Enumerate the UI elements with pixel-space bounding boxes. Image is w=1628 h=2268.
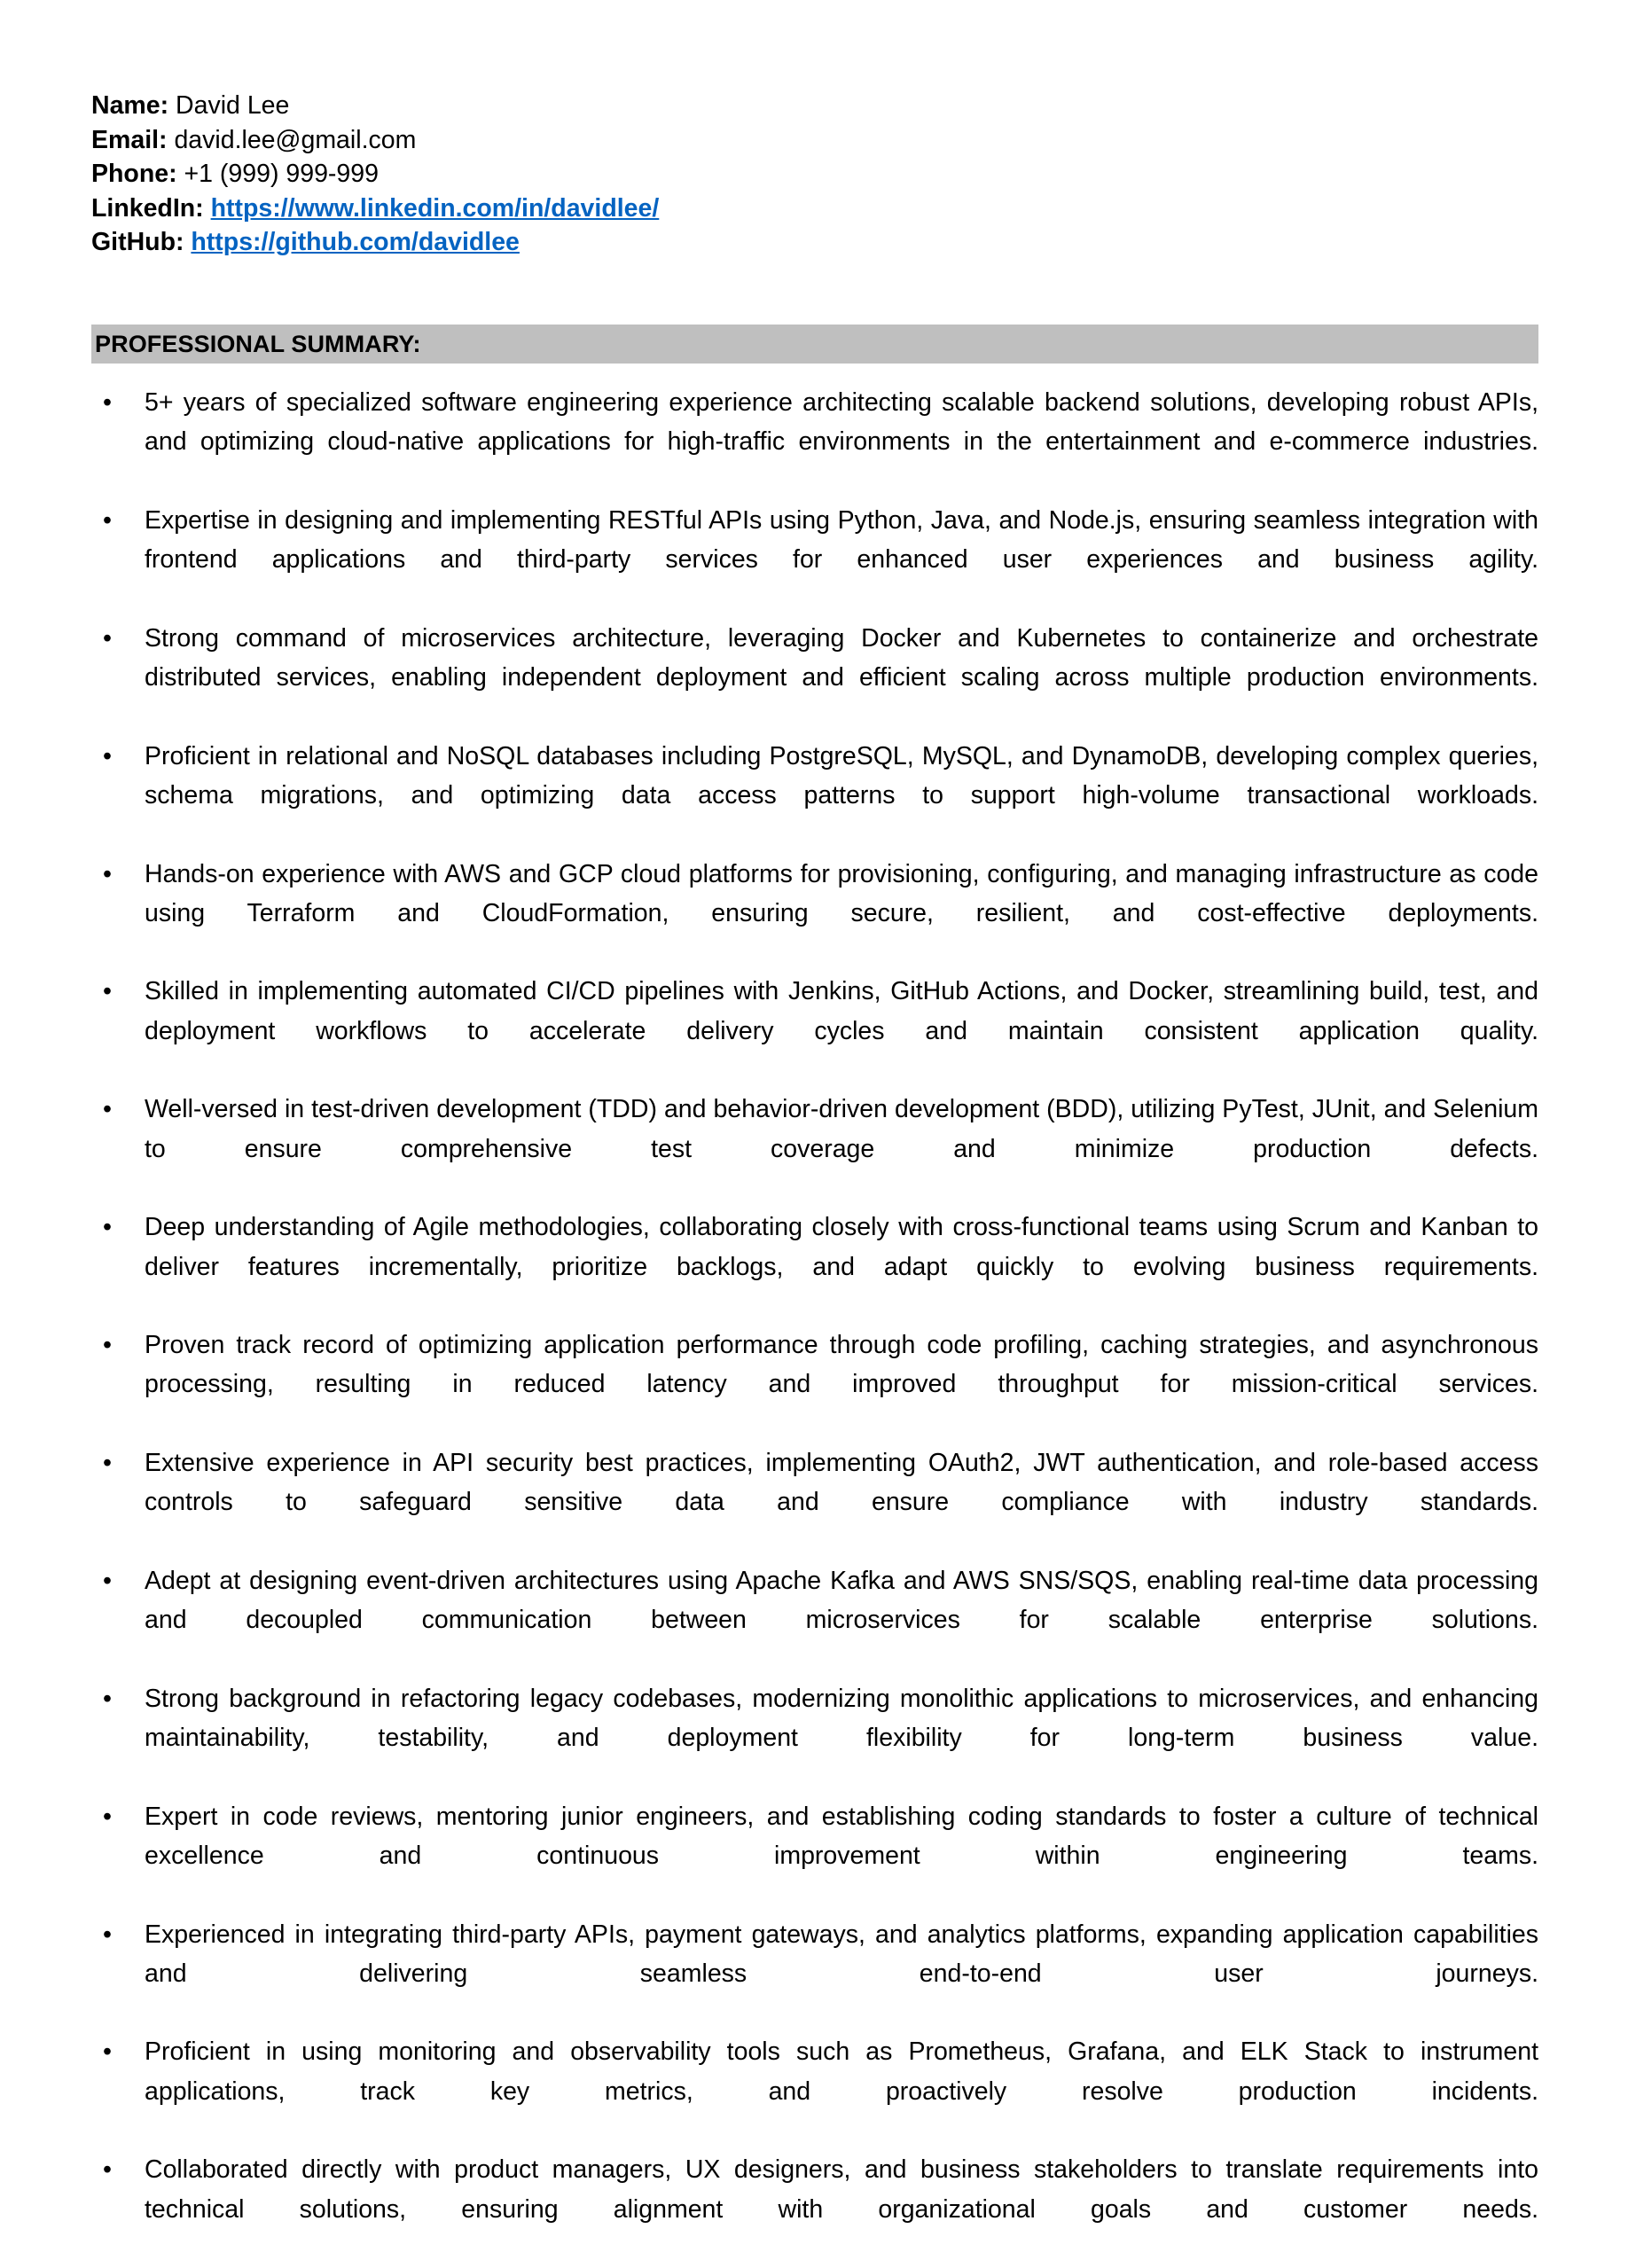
contact-line (91, 192, 1537, 226)
list-item-text: Proficient in relational and NoSQL databases including PostgreSQL, MySQL, and DynamoDB, developing complex queries, schema migrations, and optimizing data access patterns to support high-volume transactional workloads. (145, 741, 1538, 809)
list-item (91, 2150, 1538, 2268)
section-heading-professional-summary (91, 325, 1538, 364)
list-item (91, 1443, 1538, 1561)
contact-label: GitHub: (91, 228, 184, 256)
bullet-point-icon: • (103, 1095, 112, 1124)
list-item-text: Expert in code reviews, mentoring junior engineers, and establishing coding standards to foster a culture of technical excellence and continuous improvement within engineering teams. (145, 1802, 1538, 1870)
contact-line (91, 89, 1537, 123)
list-item (91, 383, 1538, 501)
list-item (91, 1561, 1538, 1679)
contact-value: David Lee (176, 91, 290, 120)
contact-value: david.lee@gmail.com (174, 125, 417, 154)
list-item (91, 1090, 1538, 1208)
list-item-text: Proven track record of optimizing application performance through code profiling, caching strategies, and asynchronous processing, resulting in reduced latency and improved throughput for mission-critical services. (145, 1331, 1538, 1399)
contact-label: Phone: (91, 160, 177, 188)
contact-value: +1 (999) 999-999 (184, 160, 379, 188)
contact-label: LinkedIn: (91, 193, 204, 223)
bullet-point-icon: • (103, 1920, 112, 1949)
list-item (91, 1326, 1538, 1443)
contact-label: Email: (91, 125, 168, 154)
list-item-text: Strong background in refactoring legacy codebases, modernizing monolithic applications to microservices, and enhancing maintainability, testability, and deployment flexibility for long-term business value. (145, 1684, 1538, 1753)
contact-line (91, 157, 1537, 192)
bullet-point-icon: • (103, 741, 112, 770)
contact-link[interactable]: https://github.com/davidlee (191, 228, 520, 256)
list-item-text: Strong command of microservices architecture, leveraging Docker and Kubernetes to containerize and orchestrate distributed services, enabling independent deployment and efficient scaling across multiple production environments. (145, 623, 1538, 692)
bullet-point-icon: • (103, 505, 112, 535)
list-item-text: Skilled in implementing automated CI/CD pipelines with Jenkins, GitHub Actions, and Docker, streamlining build, test, and deployment workflows to accelerate delivery cycles and maintain consistent application quality. (145, 977, 1538, 1045)
contact-link[interactable]: https://www.linkedin.com/in/davidlee/ (210, 193, 660, 223)
bullet-point-icon: • (103, 2155, 112, 2185)
bullet-point-icon: • (103, 2037, 112, 2067)
bullet-point-icon: • (103, 388, 112, 417)
list-item (91, 1915, 1538, 2033)
bullet-point-icon: • (103, 1684, 112, 1713)
bullet-point-icon: • (103, 623, 112, 653)
list-item-text: Extensive experience in API security best practices, implementing OAuth2, JWT authentication, and role-based access controls to safeguard sensitive data and ensure compliance with industry standards. (145, 1449, 1538, 1517)
list-item (91, 1797, 1538, 1915)
bullet-point-icon: • (103, 1331, 112, 1360)
list-item (91, 972, 1538, 1090)
bullet-point-icon: • (103, 1802, 112, 1831)
list-item (91, 1679, 1538, 1797)
list-item-text: Collaborated directly with product managers, UX designers, and business stakeholders to translate requirements into technical solutions, ensuring alignment with organizational goals and customer needs. (145, 2155, 1538, 2224)
contact-line (91, 225, 1537, 260)
list-item-text: 5+ years of specialized software engineering experience architecting scalable backend solutions, developing robust APIs, and optimizing cloud-native applications for high-traffic environments in the entertainment and e-commerce industries. (145, 388, 1538, 457)
list-item (91, 855, 1538, 973)
list-item (91, 1208, 1538, 1326)
list-item (91, 737, 1538, 855)
contact-label: Name: (91, 91, 169, 120)
contact-line (91, 123, 1537, 158)
bullet-point-icon: • (103, 1566, 112, 1595)
bullet-point-icon: • (103, 1213, 112, 1242)
list-item (91, 2032, 1538, 2150)
list-item-text: Hands-on experience with AWS and GCP cloud platforms for provisioning, configuring, and managing infrastructure as code using Terraform and CloudFormation, ensuring secure, resilient, and cost-effective deployments. (145, 859, 1538, 927)
list-item-text: Deep understanding of Agile methodologies, collaborating closely with cross-functional teams using Scrum and Kanban to deliver features incrementally, prioritize backlogs, and adapt quickly to evolving business requirements. (145, 1213, 1538, 1281)
list-item-text: Experienced in integrating third-party APIs, payment gateways, and analytics platforms, expanding application capabilities and delivering seamless end-to-end user journeys. (145, 1920, 1538, 1988)
bullet-point-icon: • (103, 1449, 112, 1478)
list-item-text: Adept at designing event-driven architectures using Apache Kafka and AWS SNS/SQS, enabling real-time data processing and decoupled communication between microservices for scalable enterprise solutions. (145, 1566, 1538, 1635)
list-item-text: Proficient in using monitoring and observability tools such as Prometheus, Grafana, and ELK Stack to instrument applications, track key metrics, and proactively resolve production incidents. (145, 2037, 1538, 2106)
list-item-text: Expertise in designing and implementing RESTful APIs using Python, Java, and Node.js, ensuring seamless integration with frontend applications and third-party services for enhanced user experiences and business agility. (145, 505, 1538, 575)
section-heading-label: PROFESSIONAL SUMMARY: (95, 330, 421, 357)
professional-summary-bullet-list (91, 383, 1538, 2268)
bullet-point-icon: • (103, 977, 112, 1006)
list-item (91, 619, 1538, 737)
list-item-text: Well-versed in test-driven development (TDD) and behavior-driven development (BDD), utilizing PyTest, JUnit, and Selenium to ensure comprehensive test coverage and minimize production defects. (145, 1095, 1538, 1163)
bullet-point-icon: • (103, 859, 112, 888)
contact-header (91, 89, 1537, 260)
list-item (91, 501, 1538, 619)
